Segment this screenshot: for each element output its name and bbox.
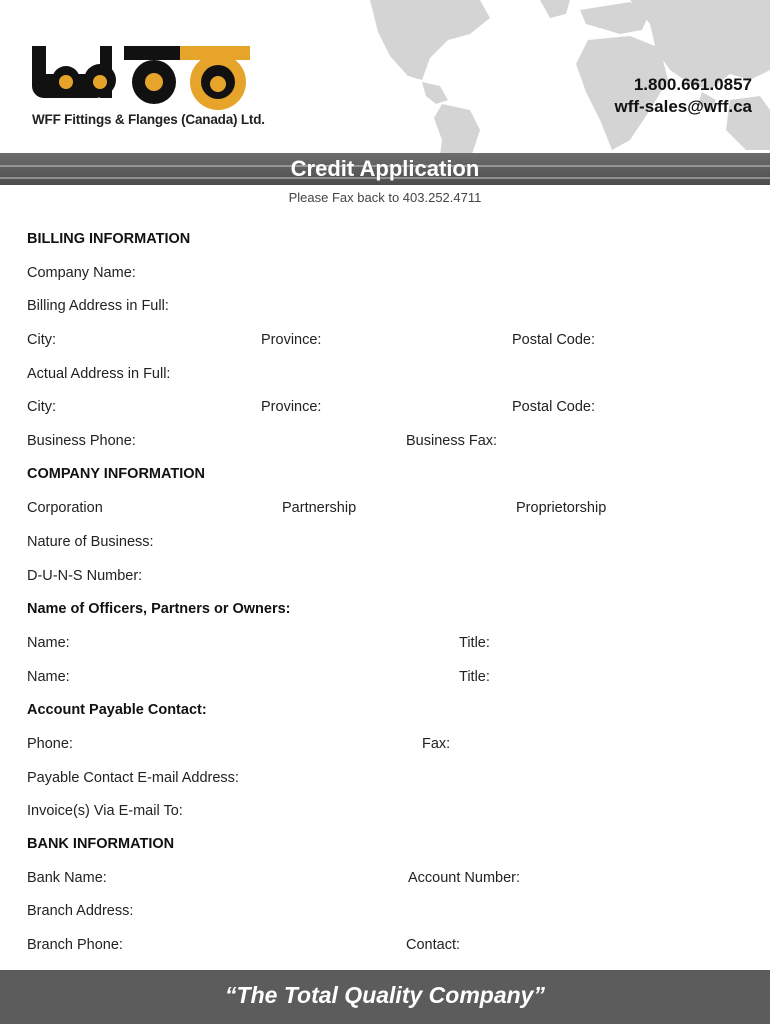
billing-address-field[interactable]: Billing Address in Full: bbox=[27, 298, 169, 314]
city-field[interactable]: City: bbox=[27, 332, 56, 348]
contact-block bbox=[614, 74, 752, 118]
proprietorship-option[interactable]: Proprietorship bbox=[516, 500, 607, 516]
account-number-field[interactable]: Account Number: bbox=[408, 870, 521, 886]
bank-name-field[interactable]: Bank Name: bbox=[27, 870, 107, 886]
fax-instruction: Please Fax back to 403.252.4711 bbox=[288, 190, 482, 205]
payable-email-field[interactable]: Payable Contact E-mail Address: bbox=[27, 770, 239, 786]
partnership-option[interactable]: Partnership bbox=[282, 500, 357, 516]
city-field-2[interactable]: City: bbox=[27, 399, 56, 415]
officer-name-field-2[interactable]: Name: bbox=[27, 669, 70, 685]
company-heading: COMPANY INFORMATION bbox=[27, 466, 206, 482]
payable-heading: Account Payable Contact: bbox=[27, 702, 207, 718]
nature-of-business-field[interactable]: Nature of Business: bbox=[27, 534, 154, 550]
footer-slogan: “The Total Quality Company” bbox=[225, 982, 545, 1008]
bank-heading: BANK INFORMATION bbox=[27, 836, 175, 852]
postal-code-field[interactable]: Postal Code: bbox=[512, 332, 596, 348]
officer-title-field-1[interactable]: Title: bbox=[459, 635, 490, 651]
officers-heading: Name of Officers, Partners or Owners: bbox=[27, 601, 291, 617]
company-name-field[interactable]: Company Name: bbox=[27, 265, 136, 281]
province-field-2[interactable]: Province: bbox=[261, 399, 322, 415]
branch-phone-field[interactable]: Branch Phone: bbox=[27, 937, 123, 953]
province-field[interactable]: Province: bbox=[261, 332, 322, 348]
company-caption: WFF Fittings & Flanges (Canada) Ltd. bbox=[32, 112, 265, 127]
invoice-email-field[interactable]: Invoice(s) Via E-mail To: bbox=[27, 803, 183, 819]
branch-address-field[interactable]: Branch Address: bbox=[27, 903, 134, 919]
business-phone-field[interactable]: Business Phone: bbox=[27, 433, 136, 449]
duns-number-field[interactable]: D-U-N-S Number: bbox=[27, 568, 143, 584]
page-title: Credit Application bbox=[290, 156, 480, 181]
billing-heading: BILLING INFORMATION bbox=[27, 231, 191, 247]
postal-code-field-2[interactable]: Postal Code: bbox=[512, 399, 596, 415]
business-fax-field[interactable]: Business Fax: bbox=[406, 433, 498, 449]
bank-contact-field[interactable]: Contact: bbox=[406, 937, 460, 953]
officer-name-field-1[interactable]: Name: bbox=[27, 635, 70, 651]
officer-title-field-2[interactable]: Title: bbox=[459, 669, 490, 685]
payable-fax-field[interactable]: Fax: bbox=[422, 736, 451, 752]
payable-phone-field[interactable]: Phone: bbox=[27, 736, 73, 752]
actual-address-field[interactable]: Actual Address in Full: bbox=[27, 366, 171, 382]
corporation-option[interactable]: Corporation bbox=[27, 500, 103, 516]
phone-number: 1.800.661.0857 bbox=[633, 75, 752, 94]
email-address: wff-sales@wff.ca bbox=[614, 97, 752, 116]
